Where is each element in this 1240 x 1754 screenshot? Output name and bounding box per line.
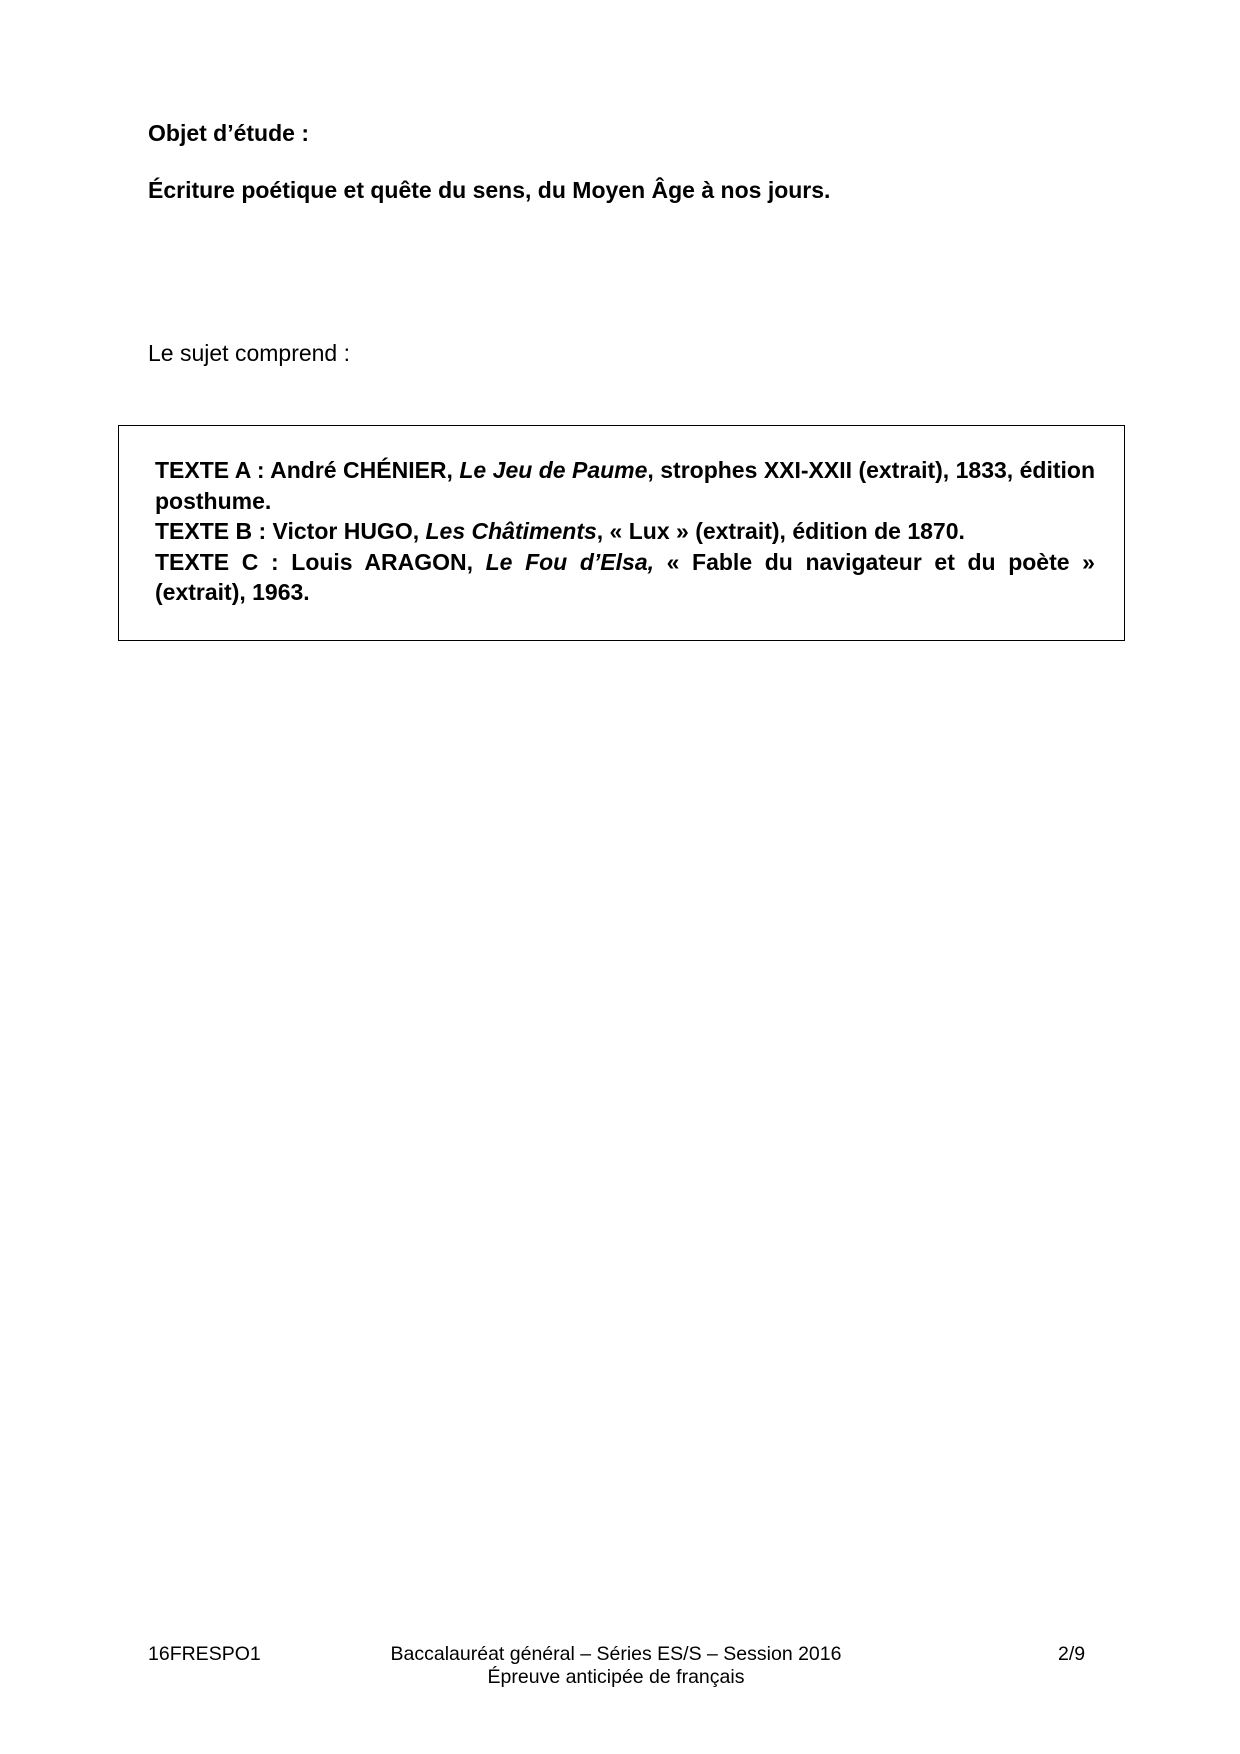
text-b-suffix: , « Lux » (extrait), édition de 1870. bbox=[596, 518, 965, 544]
objet-etude-label: Objet d’étude : bbox=[148, 120, 309, 146]
text-entry-b bbox=[155, 516, 1095, 547]
footer-page-number: 2/9 bbox=[1058, 1643, 1086, 1665]
text-c-work: Le Fou d’Elsa, bbox=[485, 548, 654, 575]
texts-box bbox=[118, 425, 1125, 641]
text-entry-c bbox=[155, 547, 1095, 608]
footer-exam-title bbox=[300, 1643, 932, 1689]
sujet-intro: Le sujet comprend : bbox=[148, 340, 351, 366]
text-a-work: Le Jeu de Paume bbox=[459, 457, 648, 483]
footer-line-2: Épreuve anticipée de français bbox=[487, 1666, 745, 1688]
footer-exam-code: 16FRESPO1 bbox=[148, 1643, 261, 1665]
objet-etude-title: Écriture poétique et quête du sens, du Moyen Âge à nos jours. bbox=[148, 177, 831, 203]
text-b-prefix: TEXTE B : Victor HUGO, bbox=[155, 518, 426, 544]
text-c-suffix: « Fable du navigateur et du poète » (extrait), 1963. bbox=[155, 548, 1095, 605]
text-a-suffix: , strophes XXI-XXII (extrait), 1833, édition posthume. bbox=[155, 457, 1095, 514]
texts-list bbox=[155, 455, 1095, 608]
text-entry-a bbox=[155, 455, 1095, 516]
text-c-prefix: TEXTE C : Louis ARAGON, bbox=[155, 548, 486, 575]
text-a-prefix: TEXTE A : André CHÉNIER, bbox=[155, 457, 460, 483]
footer-line-1: Baccalauréat général – Séries ES/S – Session 2016 bbox=[390, 1643, 842, 1665]
text-b-work: Les Châtiments bbox=[425, 518, 597, 544]
